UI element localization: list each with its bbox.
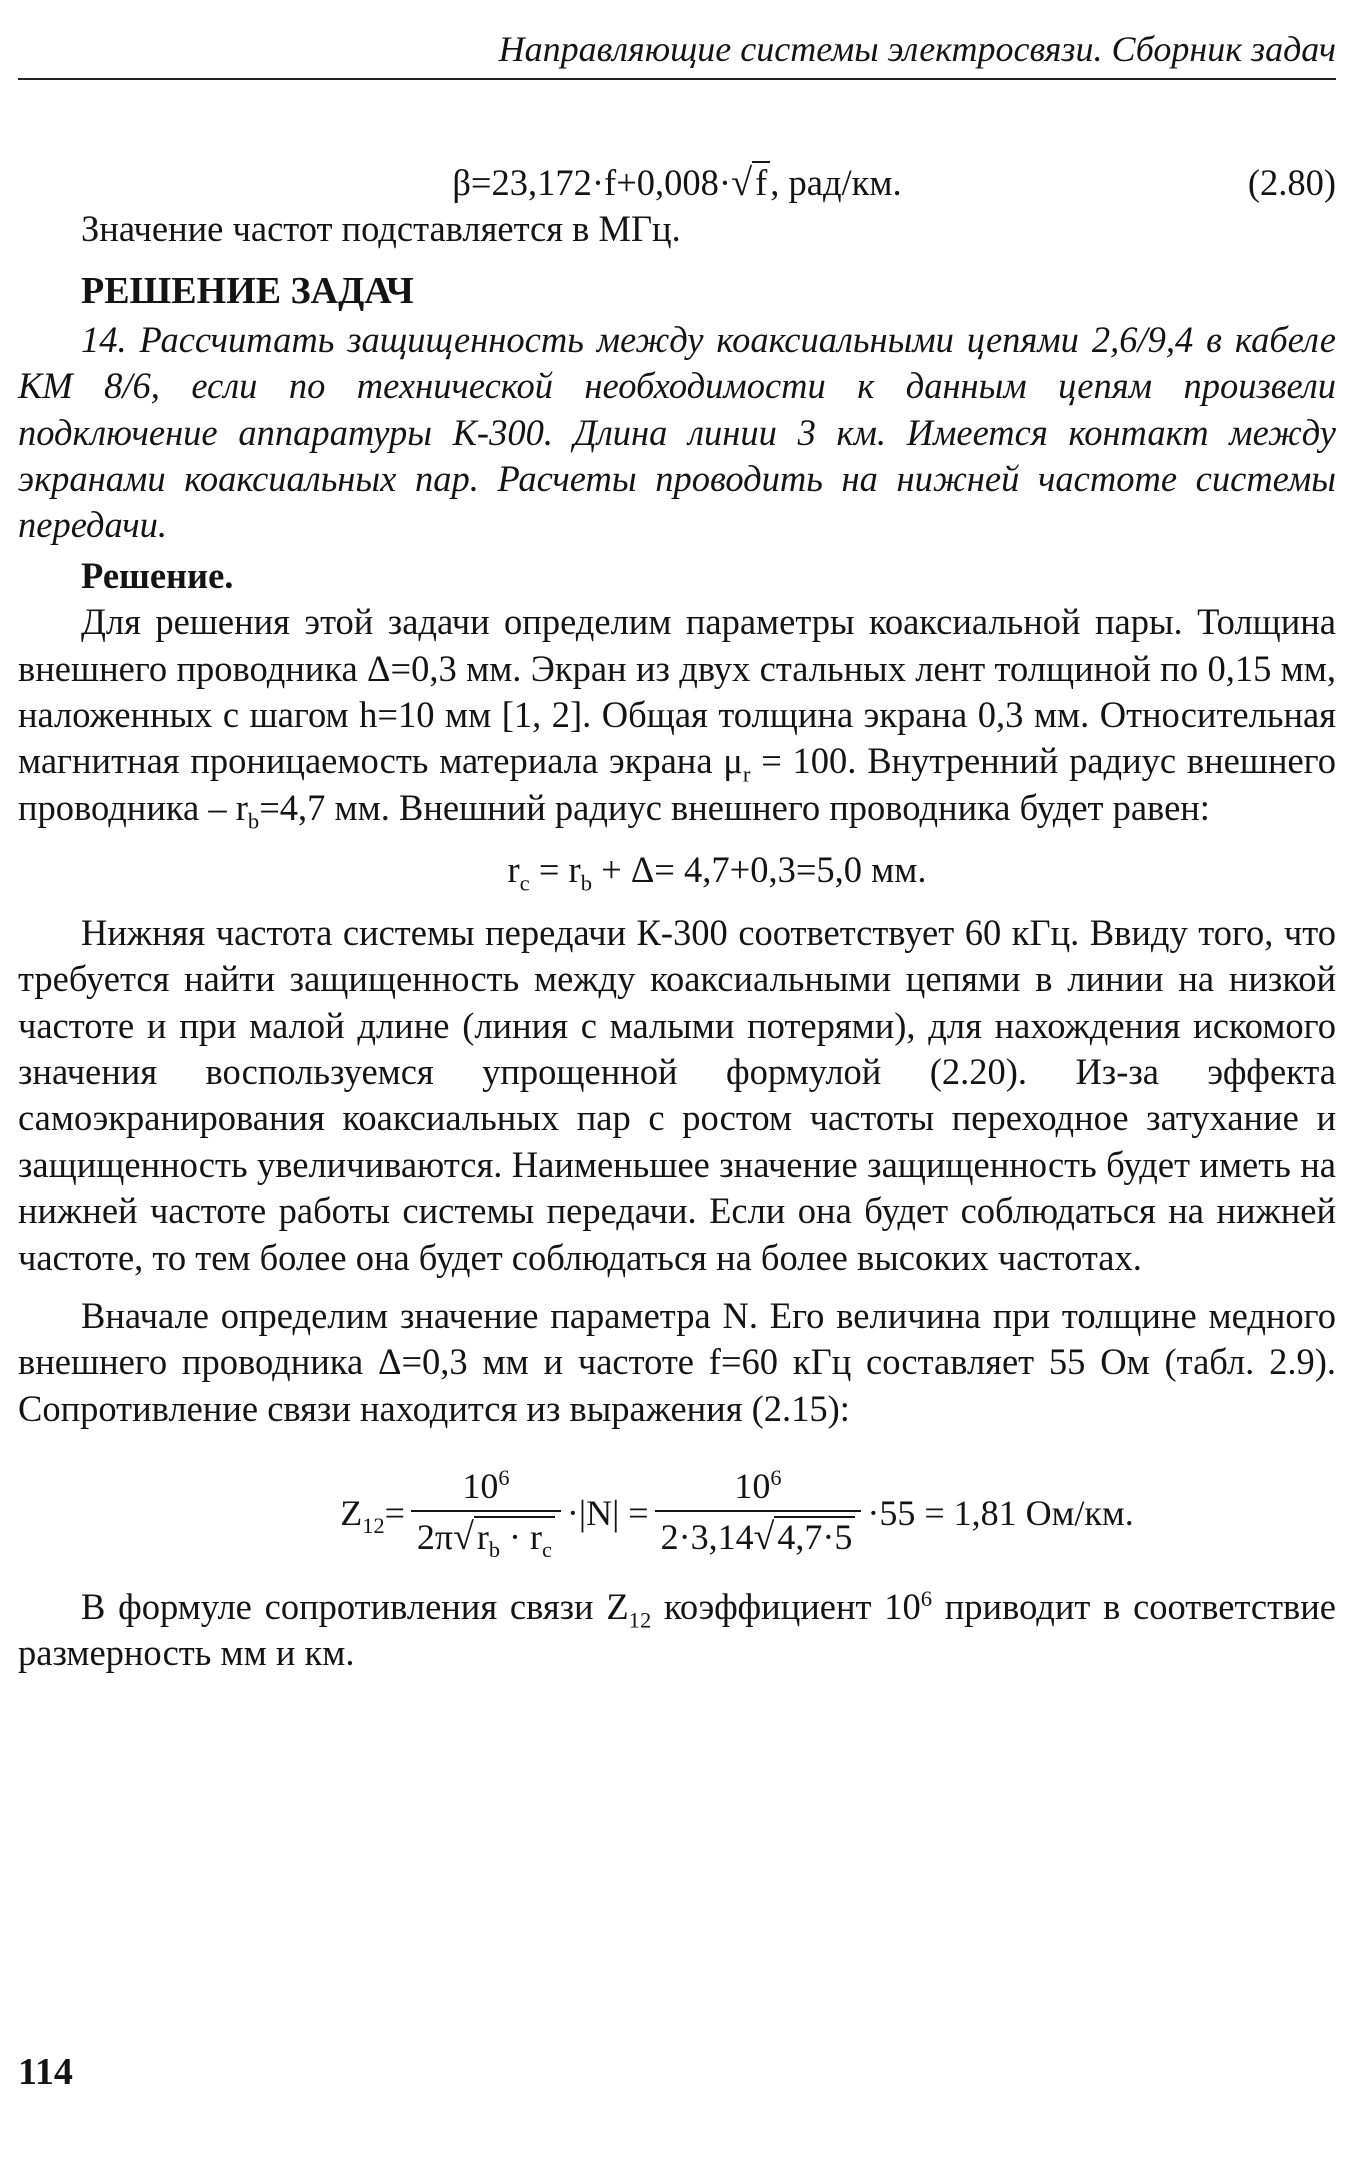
sqrt-sign-2: √ [453, 1515, 474, 1558]
running-head: Направляющие системы электросвязи. Сборник задач [18, 28, 1336, 80]
den1-rc-sub: c [542, 1537, 552, 1563]
fraction-2 [655, 1465, 862, 1558]
equation-rc [18, 847, 1336, 896]
rc-symbol: r [507, 849, 520, 891]
sqrt-sign-3: √ [753, 1515, 775, 1558]
fraction-1 [411, 1465, 561, 1563]
rb-subscript-eq: b [580, 870, 592, 896]
num2-base: 10 [734, 1466, 771, 1507]
num1-exponent: 6 [498, 1465, 510, 1491]
fraction-2-denominator [655, 1510, 862, 1558]
den1-rc: · r [500, 1516, 542, 1557]
num1-base: 10 [462, 1466, 499, 1507]
z-subscript: 12 [362, 1512, 385, 1538]
equation-2-80-radicand: f [752, 161, 770, 203]
formula-z12 [138, 1465, 1336, 1563]
equation-2-80-left: β=23,172·f+0,008· [452, 162, 732, 203]
frequency-note: Значение частот подставляется в МГц. [81, 208, 681, 249]
page-content [18, 160, 1336, 1676]
paragraph-4-part-1: В формуле сопротивления связи Z [81, 1585, 629, 1627]
spacer [18, 1281, 1336, 1293]
paragraph-4 [18, 1584, 1336, 1677]
z-letter: Z [340, 1492, 363, 1533]
paragraph-4-part-3: приводит в соответствие размерность мм и км. [18, 1585, 1336, 1674]
fraction-1-numerator [456, 1465, 515, 1510]
paragraph-1-part-1: Для решения этой задачи определим параметры коаксиальной пары. Толщина внешнего проводника Δ=0,3 мм. Экран из двух стальных лент толщиной по 0,15 мм, наложенных с шагом h=10 мм [1, 2]. Общая толщина экрана 0,3 мм. Относительная магнитная проницаемость материала экрана μ [18, 601, 1336, 782]
z12-subscript-text: 12 [628, 1606, 652, 1632]
den2-prefix: 2·3,14 [660, 1516, 754, 1557]
z12-symbol [340, 1490, 384, 1536]
den1-prefix: 2π [416, 1516, 454, 1557]
paragraph-1-part-2: = 100. Внутренний радиус внешнего проводника – r [18, 740, 1336, 828]
fraction-1-denominator [411, 1510, 561, 1563]
equals-sign: = [384, 1492, 405, 1533]
den1-rb: r [476, 1516, 489, 1557]
formula-result: ·55 = 1,81 Ом/км. [867, 1492, 1134, 1533]
solution-heading: Решение. [81, 554, 234, 596]
paragraph-1 [18, 599, 1336, 834]
equation-2-80-right: , рад/км. [770, 162, 902, 203]
num2-exponent: 6 [770, 1465, 782, 1491]
equation-number: (2.80) [1247, 162, 1336, 203]
paragraph-3: Вначале определим значение параметра N. Его величина при толщине медного внешнего проводника Δ=0,3 мм и частоте f=60 кГц составляет 55 Ом (табл. 2.9). Сопротивление связи находится из выражения (2.15): [18, 1294, 1336, 1429]
exponent-text: 6 [920, 1585, 933, 1611]
rb-subscript: b [247, 808, 260, 834]
problem-statement: 14. Рассчитать защищенность между коаксиальными цепями 2,6/9,4 в кабеле КМ 8/6, если по технической необходимости к данным цепям произвели подключение аппаратуры К-300. Длина линии 3 км. Имеется контакт между экранами коаксиальных пар. Расчеты проводить на нижней частоте системы передачи. [18, 318, 1336, 546]
paragraph-2: Нижняя частота системы передачи К-300 соответствует 60 кГц. Ввиду того, что требуется найти защищенность между коаксиальными цепями в линии на низкой частоте и при малой длине (линия с малыми потерями), для нахождения искомого значения воспользуемся упрощенной формулой (2.20). Из-за эффекта самоэкранирования коаксиальных пар с ростом частоты переходное затухание и защищенность увеличиваются. Наименьшее значение защищенность будет иметь на нижней частоте работы системы передачи. Если она будет соблюдаться на нижней частоте, то тем более она будет соблюдаться на более высоких частотах. [18, 911, 1336, 1278]
den2-radicand: 4,7·5 [774, 1516, 855, 1558]
rc-result: + Δ= 4,7+0,3=5,0 мм. [592, 849, 927, 891]
rb-symbol: = r [529, 849, 581, 891]
den1-radicand [474, 1516, 555, 1563]
equation-2-80 [18, 160, 1336, 206]
paragraph-1-part-3: =4,7 мм. Внешний радиус внешнего проводника будет равен: [259, 786, 1210, 828]
abs-n: ·|N| = [566, 1492, 649, 1533]
rc-subscript: c [519, 870, 530, 896]
fraction-2-numerator [728, 1465, 787, 1510]
mu-subscript: r [742, 761, 751, 787]
section-title: РЕШЕНИЕ ЗАДАЧ [81, 270, 414, 313]
den1-rb-sub: b [488, 1537, 501, 1563]
page-number: 114 [18, 2051, 73, 2093]
sqrt-sign: √ [731, 162, 753, 204]
paragraph-4-part-2: коэффициент 10 [651, 1585, 921, 1627]
